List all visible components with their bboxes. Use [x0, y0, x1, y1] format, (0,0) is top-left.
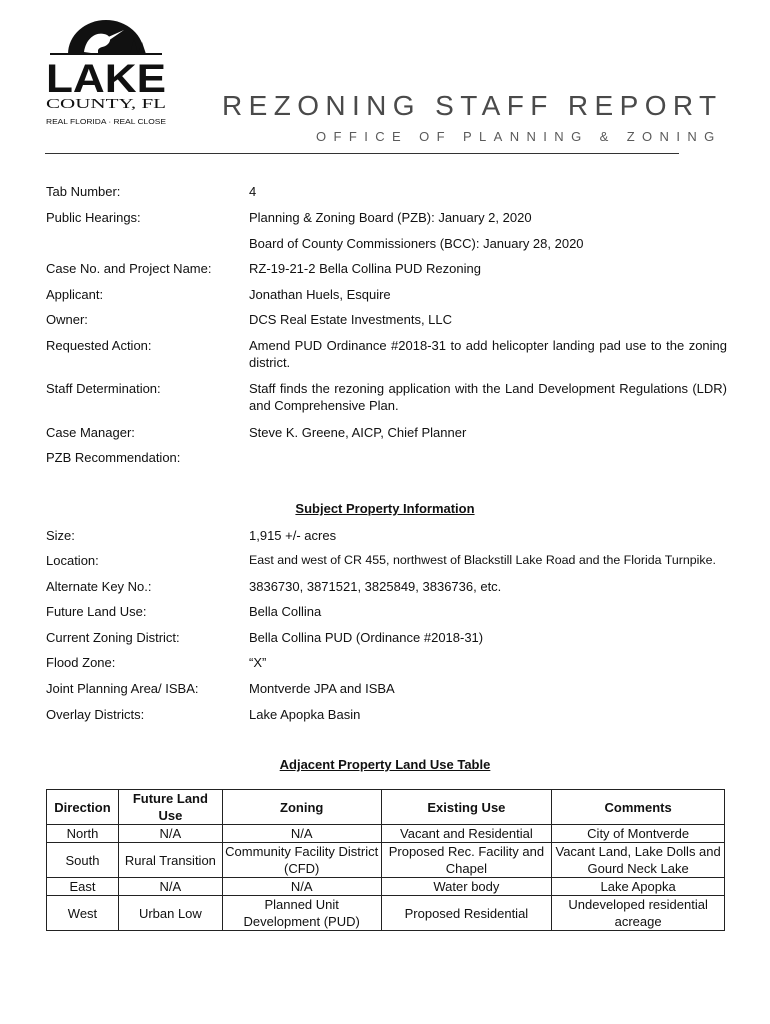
- report-subtitle: OFFICE OF PLANNING & ZONING: [316, 129, 722, 144]
- case-project-value: RZ-19-21-2 Bella Collina PUD Rezoning: [249, 261, 481, 276]
- header-divider: [45, 153, 679, 154]
- report-title: REZONING STAFF REPORT: [222, 90, 723, 121]
- subject-property-heading: Subject Property Information: [295, 501, 475, 516]
- cell-existing-use: Water body: [381, 878, 552, 896]
- cell-comments: Vacant Land, Lake Dolls and Gourd Neck Lake: [552, 843, 725, 878]
- owner-label: Owner:: [46, 312, 88, 327]
- table-row: [47, 843, 725, 878]
- public-hearings-pzb: Planning & Zoning Board (PZB): January 2, 2020: [249, 210, 532, 225]
- cell-comments: Lake Apopka: [552, 878, 725, 896]
- future-land-use-label: Future Land Use:: [46, 604, 147, 619]
- joint-planning-value: Montverde JPA and ISBA: [249, 681, 395, 696]
- joint-planning-label: Joint Planning Area/ ISBA:: [46, 681, 199, 696]
- cell-zoning: Planned Unit Development (PUD): [222, 896, 381, 931]
- table-row: [47, 896, 725, 931]
- cell-direction: South: [47, 843, 119, 878]
- case-project-label: Case No. and Project Name:: [46, 261, 212, 276]
- logo-brand-text: LAKE: [46, 57, 166, 101]
- tab-number-value: 4: [249, 184, 257, 199]
- cell-future-land-use: N/A: [118, 878, 222, 896]
- applicant-label: Applicant:: [46, 287, 104, 302]
- staff-determination-label: Staff Determination:: [46, 381, 161, 396]
- tab-number-label: Tab Number:: [46, 184, 121, 199]
- future-land-use-value: Bella Collina: [249, 604, 322, 619]
- alternate-key-label: Alternate Key No.:: [46, 579, 152, 594]
- cell-comments: City of Montverde: [552, 825, 725, 843]
- cell-direction: East: [47, 878, 119, 896]
- size-value: 1,915 +/- acres: [249, 528, 337, 543]
- current-zoning-label: Current Zoning District:: [46, 630, 180, 645]
- cell-existing-use: Proposed Residential: [381, 896, 552, 931]
- cell-direction: West: [47, 896, 119, 931]
- staff-determination-value: Staff finds the rezoning application with the Land Development Regulations (LDR) and Comprehensive Plan.: [249, 381, 727, 413]
- cell-future-land-use: Rural Transition: [118, 843, 222, 878]
- cell-existing-use: Proposed Rec. Facility and Chapel: [381, 843, 552, 878]
- col-zoning: Zoning: [222, 790, 381, 825]
- pzb-recommendation-label: PZB Recommendation:: [46, 450, 181, 465]
- cell-comments: Undeveloped residential acreage: [552, 896, 725, 931]
- cell-future-land-use: Urban Low: [118, 896, 222, 931]
- col-comments: Comments: [552, 790, 725, 825]
- cell-existing-use: Vacant and Residential: [381, 825, 552, 843]
- public-hearings-label: Public Hearings:: [46, 210, 141, 225]
- adjacent-table-heading: Adjacent Property Land Use Table: [279, 757, 491, 772]
- overlay-districts-value: Lake Apopka Basin: [249, 707, 361, 722]
- applicant-value: Jonathan Huels, Esquire: [249, 287, 391, 302]
- flood-zone-value: “X”: [249, 655, 267, 670]
- cell-future-land-use: N/A: [118, 825, 222, 843]
- table-row: [47, 878, 725, 896]
- requested-action-label: Requested Action:: [46, 338, 152, 353]
- cell-zoning: N/A: [222, 878, 381, 896]
- col-future-land-use: Future Land Use: [118, 790, 222, 825]
- col-existing-use: Existing Use: [381, 790, 552, 825]
- current-zoning-value: Bella Collina PUD (Ordinance #2018-31): [249, 630, 484, 645]
- cell-zoning: Community Facility District (CFD): [222, 843, 381, 878]
- public-hearings-bcc: Board of County Commissioners (BCC): January 28, 2020: [249, 236, 584, 251]
- overlay-districts-label: Overlay Districts:: [46, 707, 145, 722]
- logo-tagline-text: REAL FLORIDA · REAL CLOSE: [46, 119, 167, 126]
- lake-county-logo: [40, 16, 172, 128]
- flood-zone-label: Flood Zone:: [46, 655, 116, 670]
- case-manager-label: Case Manager:: [46, 425, 135, 440]
- table-header-row: [47, 790, 725, 825]
- adjacent-land-use-table: [46, 789, 725, 931]
- location-label: Location:: [46, 553, 99, 568]
- size-label: Size:: [46, 528, 75, 543]
- cell-zoning: N/A: [222, 825, 381, 843]
- col-direction: Direction: [47, 790, 119, 825]
- alternate-key-value: 3836730, 3871521, 3825849, 3836736, etc.: [249, 579, 502, 594]
- logo-county-text: COUNTY, FL: [46, 97, 166, 112]
- case-manager-value: Steve K. Greene, AICP, Chief Planner: [249, 425, 467, 440]
- table-row: [47, 825, 725, 843]
- location-value: East and west of CR 455, northwest of Blackstill Lake Road and the Florida Turnpike.: [249, 553, 716, 567]
- owner-value: DCS Real Estate Investments, LLC: [249, 312, 453, 327]
- requested-action-value: Amend PUD Ordinance #2018-31 to add helicopter landing pad use to the zoning district.: [249, 338, 727, 370]
- cell-direction: North: [47, 825, 119, 843]
